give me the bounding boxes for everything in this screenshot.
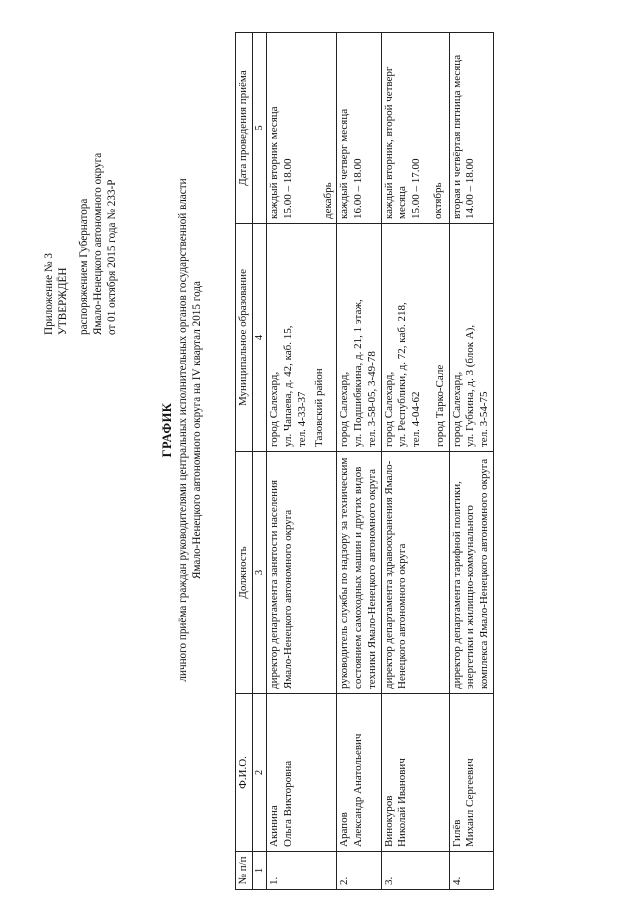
surname: Винокуров	[382, 795, 395, 847]
reception-date	[381, 33, 449, 224]
row-number: 1.	[267, 852, 337, 890]
reception-day: каждый четверг месяца	[338, 108, 351, 219]
header-date: Дата проведения приёма	[236, 33, 253, 224]
given-names: Николай Иванович	[396, 758, 409, 847]
place-phone: тел. 3-54-75	[478, 391, 491, 447]
row-number: 4.	[449, 852, 493, 890]
title-block	[160, 120, 204, 740]
table-row	[267, 33, 337, 890]
reception-time: 14.00 – 18.00	[464, 158, 477, 219]
reception-time: 15.00 – 17.00	[410, 158, 423, 219]
place-address: ул. Республики, д. 72, каб. 218,	[396, 302, 409, 447]
column-number-row	[253, 33, 267, 890]
table-row	[381, 33, 449, 890]
given-names: Ольга Викторовна	[281, 760, 294, 847]
column-number: 3	[253, 452, 267, 694]
rotated-sheet	[15, 20, 625, 890]
surname: Гилёв	[450, 819, 463, 847]
place-phone: тел. 4-33-37	[295, 391, 308, 447]
reception-day: каждый вторник месяца	[268, 106, 281, 219]
row-number: 2.	[337, 852, 381, 890]
place-city: город Салехард,	[268, 371, 281, 447]
next-month-label: октябрь	[431, 182, 444, 219]
table-row	[449, 33, 493, 890]
given-names: Михаил Сергеевич	[464, 758, 477, 847]
column-number: 2	[253, 694, 267, 852]
place-address: ул. Губкина, д. 3 (блок А),	[464, 324, 477, 447]
reception-date	[337, 33, 381, 224]
place-phone: тел. 4-04-62	[410, 391, 423, 447]
person-name	[449, 694, 493, 852]
approval-region: Ямало-Ненецкого автономного округа	[91, 152, 104, 335]
next-region-label: город Тарко-Сале	[433, 364, 446, 447]
column-number: 4	[253, 224, 267, 452]
row-number: 3.	[381, 852, 449, 890]
surname: Акинина	[268, 805, 281, 847]
municipality	[267, 224, 337, 452]
header-position: Должность	[236, 452, 253, 694]
column-number: 1	[253, 852, 267, 890]
municipality	[337, 224, 381, 452]
document-title: ГРАФИК	[160, 402, 174, 458]
table-row	[337, 33, 381, 890]
next-month-label: декабрь	[321, 182, 334, 219]
place-city: город Салехард,	[338, 371, 351, 447]
given-names: Александр Анатольевич	[352, 733, 365, 847]
approval-order: распоряжением Губернатора	[78, 198, 91, 335]
person-name	[337, 694, 381, 852]
header-row	[236, 33, 253, 890]
schedule-table	[235, 32, 494, 890]
municipality	[381, 224, 449, 452]
approval-appendix: Приложение № 3	[43, 253, 55, 335]
place-address: ул. Чапаева, д. 42, каб. 15,	[281, 325, 294, 447]
person-position: директор департамента здравоохранения Ямало-Ненецкого автономного округа	[381, 452, 449, 694]
surname: Арапов	[338, 812, 351, 847]
place-phone: тел. 3-58-05, 3-49-78	[365, 351, 378, 447]
reception-date	[449, 33, 493, 224]
reception-day: вторая и четвёртая пятница месяца	[450, 54, 463, 219]
approval-date: от 01 октября 2015 года № 233-Р	[105, 179, 118, 335]
person-name	[381, 694, 449, 852]
person-position: директор департамента тарифной политики, энергетики и жилищно-коммунального комплекса Ямало-Ненецкого автономного округа	[449, 452, 493, 694]
document-subtitle-1: личного приёма граждан руководителями центральных исполнительных органов государственной власти	[177, 178, 190, 682]
municipality	[449, 224, 493, 452]
reception-time: 16.00 – 18.00	[352, 158, 365, 219]
document-subtitle-2: Ямало-Ненецкого автономного округа на IV квартал 2015 года	[190, 280, 203, 580]
place-city: город Салехард,	[450, 371, 463, 447]
approval-approved: УТВЕРЖДЁН	[56, 267, 69, 335]
person-position: руководитель службы по надзору за техническим состоянием самоходных машин и других видов техники Ямало-Ненецкого автономного округа	[337, 452, 381, 694]
person-name	[267, 694, 337, 852]
header-name: Ф.И.О.	[236, 694, 253, 852]
header-municipality: Муниципальное образование	[236, 224, 253, 452]
reception-date	[267, 33, 337, 224]
header-num: № п/п	[236, 852, 253, 890]
person-position: директор департамента занятости населения Ямало-Ненецкого автономного округа	[267, 452, 337, 694]
place-address: ул. Подшибякина, д. 21, 1 этаж,	[352, 299, 365, 447]
column-number: 5	[253, 33, 267, 224]
approval-stamp	[43, 35, 119, 335]
place-city: город Салехард,	[382, 371, 395, 447]
next-region-label: Тазовский район	[313, 368, 326, 447]
reception-day: каждый вторник, второй четверг месяца	[382, 66, 409, 219]
reception-time: 15.00 – 18.00	[281, 158, 294, 219]
